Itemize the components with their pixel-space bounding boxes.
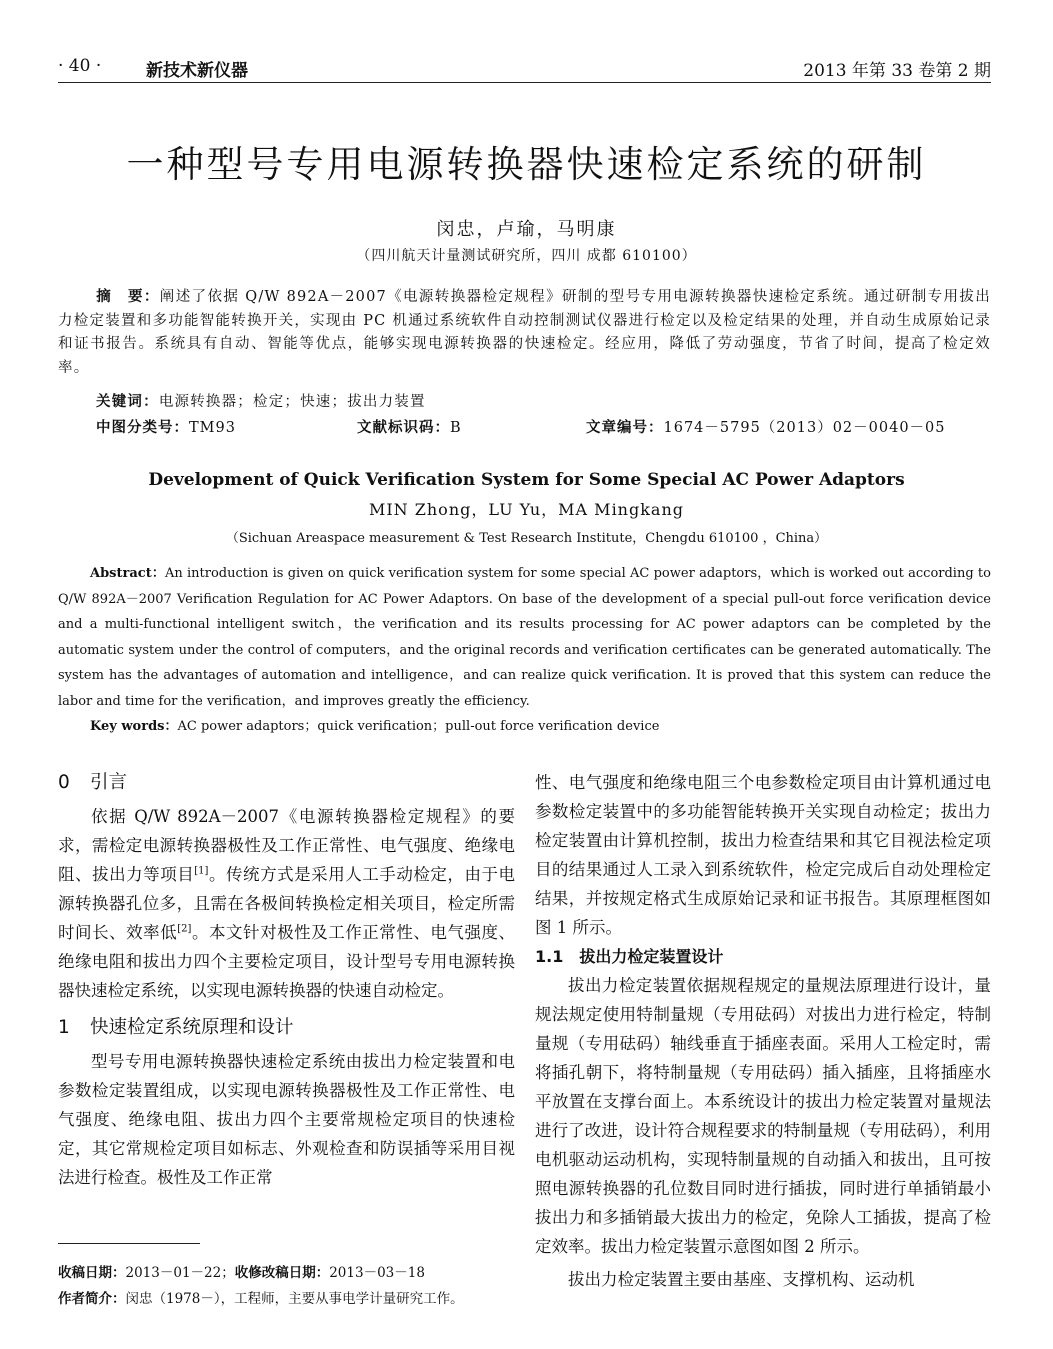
keywords-cn-label: 关键词： [96, 394, 159, 410]
section-1-paragraph: 型号专用电源转换器快速检定系统由拔出力检定装置和电参数检定装置组成，以实现电源转换器极性及工作正常性、电气强度、绝缘电阻、拔出力四个主要常规检定项目的快速检定，其它常规检定项目如标志、外观检查和防误插等采用目视法进行检查。极性及工作正常 [58, 1052, 515, 1187]
intro-text-part1: 依据 Q/W 892A－2007《电源转换器检定规程》的要求，需检定电源转换器极性及工作正常性、电气强度、绝缘电阻、拔出力等项目 [58, 807, 515, 884]
section-0-number: 0 [58, 772, 70, 793]
abstract-cn [58, 286, 991, 380]
footnote-author-bio [58, 1288, 528, 1310]
citation-1: [1] [194, 865, 209, 877]
subsection-1-1-paragraph-2: 拔出力检定装置主要由基座、支撑机构、运动机 [568, 1270, 915, 1289]
author-list: 闵忠，卢瑜，马明康 [436, 219, 617, 240]
abstract-cn-text: 阐述了依据 Q/W 892A－2007《电源转换器检定规程》研制的型号专用电源转换器快速检定系统。通过研制专用拔出力检定装置和多功能智能转换开关，实现由 PC 机通过系统软件自动控制测试仪器进行检定以及检定结果的处理，并自动生成原始记录和证书报告。系统具有自动、智能等优点，能够实现电源转换器的快速检定。经应用，降低了劳动强度，节省了时间，提高了检定效率。 [58, 289, 991, 376]
running-header [58, 56, 991, 83]
intro-text-part2: 。传统方式是采用人工手动检定，由于电源转换器孔位多，且需在各极间转换检定相关项目，检定所需时间长、效率低 [58, 865, 516, 942]
bio-label: 作者简介： [58, 1291, 126, 1307]
section-0-title: 引言 [90, 772, 128, 793]
section-0-heading [58, 768, 515, 798]
received-date: 2013－01－22； [125, 1265, 235, 1281]
article-number-value: 1674－5795（2013）02－0040－05 [663, 420, 946, 436]
doc-code-label: 文献标识码： [357, 420, 450, 436]
received-label: 收稿日期： [58, 1265, 126, 1281]
keywords-en [90, 715, 659, 734]
affiliation: （四川航天计量测试研究所，四川 成都 610100） [356, 248, 697, 264]
page-number: · 40 · [58, 56, 102, 76]
subsection-1-1-heading [535, 942, 991, 971]
right-column [535, 768, 991, 1294]
section-1-heading [58, 1013, 515, 1043]
clc-number [96, 416, 236, 437]
english-title: Development of Quick Verification System for Some Special AC Power Adaptors [148, 470, 905, 490]
revised-label: 收修改稿日期： [234, 1265, 330, 1281]
section-1-continued: 性、电气强度和绝缘电阻三个电参数检定项目由计算机通过电参数检定装置中的多功能智能转换开关实现自动检定；拔出力检定装置由计算机控制，拔出力检查结果和其它目视法检定项目的结果通过人工录入到系统软件，检定完成后自动处理检定结果，并按规定格式生成原始记录和证书报告。其原理框图如图 1 所示。 [535, 773, 991, 937]
document-code [357, 416, 462, 437]
subsection-1-1-paragraph: 拔出力检定装置依据规程规定的量规法原理进行设计，量规法规定使用特制量规（专用砝码）对拔出力进行检定，特制量规（专用砝码）轴线垂直于插座表面。采用人工检定时，需将插孔朝下，将特制量规（专用砝码）插入插座，且将插座水平放置在支撑台面上。本系统设计的拔出力检定装置对量规法进行了改进，设计符合规程要求的特制量规（专用砝码），利用电机驱动运动机构，实现特制量规的自动插入和拔出，且可按照电源转换器的孔位数目同时进行插拔，同时进行单插销最小拔出力和多插销最大拔出力的检定，免除人工插拔，提高了检定效率。拔出力检定装置示意图如图 2 所示。 [535, 976, 991, 1256]
footnote-rule [58, 1243, 200, 1244]
subsection-1-1-title: 拔出力检定装置设计 [579, 947, 724, 966]
article-number [586, 416, 946, 437]
article-number-label: 文章编号： [586, 420, 664, 436]
keywords-cn-text: 电源转换器；检定；快速；拔出力装置 [158, 394, 426, 410]
keywords-cn [96, 390, 426, 411]
issue-info: 2013 年第 33 卷第 2 期 [803, 61, 991, 81]
doc-code-value: B [450, 420, 462, 436]
clc-value: TM93 [189, 420, 236, 436]
bio-text: 闵忠（1978－），工程师，主要从事电学计量研究工作。 [125, 1291, 464, 1307]
section-1-title: 快速检定系统原理和设计 [90, 1017, 294, 1038]
abstract-cn-label: 摘 要： [96, 289, 160, 305]
intro-text-part3: 。本文针对极性及工作正常性、电气强度、绝缘电阻和拔出力四个主要检定项目，设计型号专用电源转换器快速检定系统，以实现电源转换器的快速自动检定。 [58, 923, 516, 1000]
citation-2: [2] [177, 923, 192, 935]
abstract-en-text: An introduction is given on quick verification system for some special AC power adaptors，which is worked out according to Q/W 892A－2007 Verification Regulation for AC Power Adaptors. On base of the development of a special pull-out force verification device and a multi-functional intelligent switch，the verification and its results processing for AC power adaptors can be completed by the automatic system under the control of computers，and the original records and verification certificates can be generated automatically. The system has the advantages of automation and intelligence，and can realize quick verification. It is proved that this system can reduce the labor and time for the verification，and improves greatly the efficiency. [58, 566, 991, 709]
subsection-1-1-number: 1.1 [535, 947, 564, 966]
keywords-en-text: AC power adaptors；quick verification；pull-out force verification device [177, 719, 660, 734]
intro-paragraph [58, 802, 515, 1005]
clc-label: 中图分类号： [96, 420, 189, 436]
journal-name: 新技术新仪器 [146, 61, 248, 81]
abstract-en-label: Abstract： [90, 566, 165, 581]
keywords-en-label: Key words： [90, 719, 178, 734]
revised-date: 2013－03－18 [329, 1265, 425, 1281]
abstract-en [58, 561, 991, 714]
paper-title: 一种型号专用电源转换器快速检定系统的研制 [126, 143, 927, 186]
footnote-dates [58, 1262, 528, 1284]
english-affiliation: （Sichuan Areaspace measurement & Test Research Institute，Chengdu 610100 ，China） [225, 531, 828, 546]
left-column [58, 768, 515, 1192]
english-authors: MIN Zhong，LU Yu，MA Mingkang [368, 500, 685, 519]
section-1-number: 1 [58, 1017, 70, 1038]
